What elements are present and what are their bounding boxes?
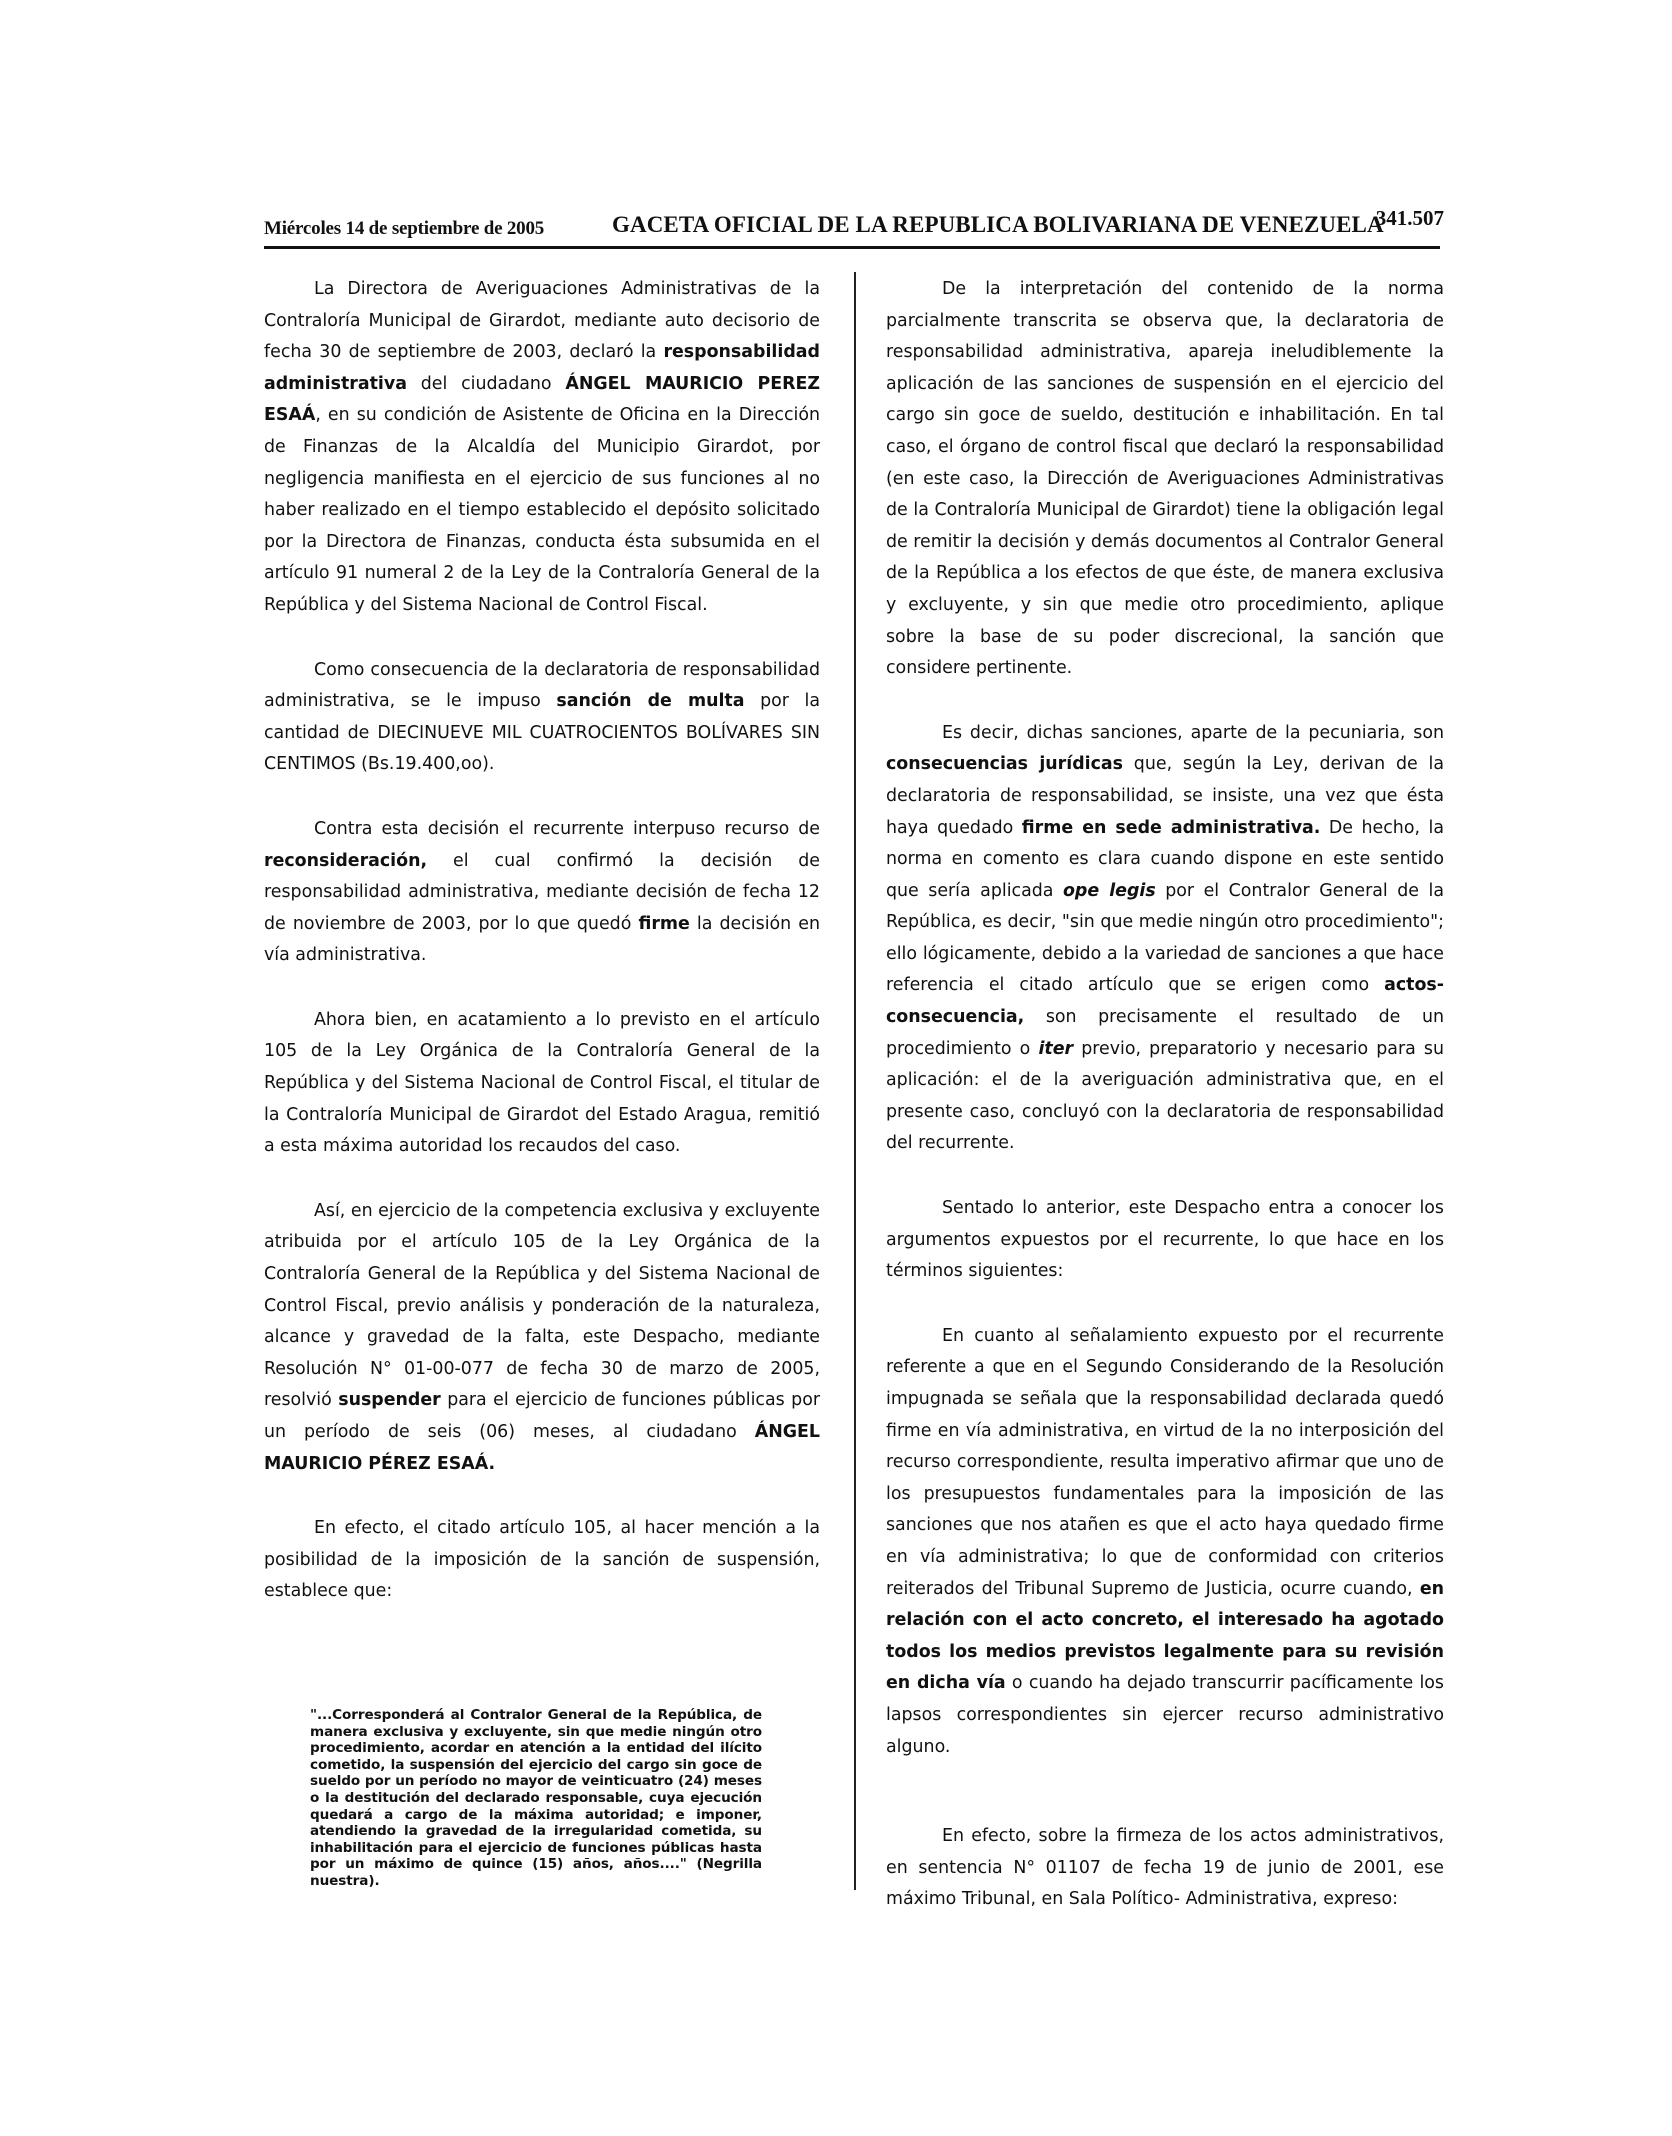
page-number: 341.507 [1375,206,1444,230]
column-divider [854,272,856,1890]
right-paragraph-4: En cuanto al señalamiento expuesto por el recurrente referente a que en el Segundo Considerando de la Resolución impugnada se señala que la responsabilidad declarada quedó firme en vía administrativa, en virtud de la no interposición del recurso correspondiente, resulta imperativo afirmar que uno de los presupuestos fundamentales para la imposición de las sanciones que nos atañen es que el acto haya quedado firme en vía administrativa; lo que de conformidad con criterios reiterados del Tribunal Supremo de Justicia, ocurre cuando, en relación con el acto concreto, el interesado ha agotado todos los medios previstos legalmente para su revisión en dicha vía o cuando ha dejado transcurrir pacíficamente los lapsos correspondientes sin ejercer recurso administrativo alguno. [886,1325,1444,1757]
right-paragraph-1: De la interpretación del contenido de la norma parcialmente transcrita se observa que, la declaratoria de responsabilidad administrativa, apareja ineludiblemente la aplicación de las sanciones de suspensión en el ejercicio del cargo sin goce de sueldo, destitución e inhabilitación. En tal caso, el órgano de control fiscal que declaró la responsabilidad (en este caso, la Dirección de Averiguaciones Administrativas de la Contraloría Municipal de Girardot) tiene la obligación legal de remitir la decisión y demás documentos al Contralor General de la República a los efectos de que éste, de manera exclusiva y excluyente, y sin que medie otro procedimiento, aplique sobre la base de su poder discrecional, la sanción que considere pertinente. [886,279,1444,679]
left-paragraph-2: Como consecuencia de la declaratoria de responsabilidad administrativa, se le impuso sanción de multa por la cantidad de DIECINUEVE MIL CUATROCIENTOS BOLÍVARES SIN CENTIMOS (Bs.19.400,oo). [264,659,821,775]
left-paragraph-4: Ahora bien, en acatamiento a lo previsto en el artículo 105 de la Ley Orgánica de la Contraloría General de la República y del Sistema Nacional de Control Fiscal, el titular de la Contraloría Municipal de Girardot del Estado Aragua, remitió a esta máxima autoridad los recaudos del caso. [264,1009,820,1157]
header-title: GACETA OFICIAL DE LA REPUBLICA BOLIVARIANA DE VENEZUELA [612,212,1384,237]
left-column [264,274,820,1641]
right-paragraph-3: Sentado lo anterior, este Despacho entra a conocer los argumentos expuestos por el recurrente, lo que hace en los términos siguientes: [886,1198,1444,1282]
right-paragraph-2: Es decir, dichas sanciones, aparte de la pecuniaria, son consecuencias jurídicas que, según la Ley, derivan de la declaratoria de responsabilidad, se insiste, una vez que ésta haya quedado firme en sede administrativa. De hecho, la norma en comento es clara cuando dispone en este sentido que sería aplicada ope legis por el Contralor General de la República, es decir, "sin que medie ningún otro procedimiento"; ello lógicamente, debido a la variedad de sanciones a que hace referencia el citado artículo que se erigen como actos-consecuencia, son precisamente el resultado de un procedimiento o iter previo, preparatorio y necesario para su aplicación: el de la averiguación administrativa que, en el presente caso, concluyó con la declaratoria de responsabilidad del recurrente. [886,722,1444,1154]
page-header [264,206,1444,248]
left-paragraph-6: En efecto, el citado artículo 105, al hacer mención a la posibilidad de la imposición de la sanción de suspensión, establece que: [264,1518,820,1602]
left-paragraph-1: La Directora de Averiguaciones Administrativas de la Contraloría Municipal de Girardot, mediante auto decisorio de fecha 30 de septiembre de 2003, declaró la responsabilidad administrativa del ciudadano ÁNGEL MAURICIO PEREZ ESAÁ, en su condición de Asistente de Oficina en la Dirección de Finanzas de la Alcaldía del Municipio Girardot, por negligencia manifiesta en el ejercicio de sus funciones al no haber realizado en el tiempo establecido el depósito solicitado por la Directora de Finanzas, conducta ésta subsumida en el artículo 91 numeral 2 de la Ley de la Contraloría General de la República y del Sistema Nacional de Control Fiscal. [264,279,821,615]
header-rule [264,246,1440,249]
header-date: Miércoles 14 de septiembre de 2005 [264,218,545,239]
legal-quote: "...Corresponderá al Contralor General de la República, de manera exclusiva y excluyente, sin que medie ningún otro procedimiento, acordar en atención a la entidad del ilícito cometido, la suspensión del ejercicio del cargo sin goce de sueldo por un período no mayor de veinticuatro (24) meses o la destitución del declarado responsable, cuya ejecución quedará a cargo de la máxima autoridad; e imponer, atendiendo la gravedad de la irregularidad cometida, su inhabilitación para el ejercicio de funciones públicas hasta por un máximo de quince (15) años, años...." (Negrilla nuestra). [310,1707,762,1889]
left-paragraph-5: Así, en ejercicio de la competencia exclusiva y excluyente atribuida por el artículo 105 de la Ley Orgánica de la Contraloría General de la República y del Sistema Nacional de Control Fiscal, previo análisis y ponderación de la naturaleza, alcance y gravedad de la falta, este Despacho, mediante Resolución N° 01-00-077 de fecha 30 de marzo de 2005, resolvió suspender para el ejercicio de funciones públicas por un período de seis (06) meses, al ciudadano ÁNGEL MAURICIO PÉREZ ESAÁ. [264,1200,820,1474]
right-paragraph-5: En efecto, sobre la firmeza de los actos administrativos, en sentencia N° 01107 de fecha 19 de junio de 2001, ese máximo Tribunal, en Sala Político- Administrativa, expreso: [886,1826,1444,1910]
right-column [886,274,1444,1949]
left-paragraph-3: Contra esta decisión el recurrente interpuso recurso de reconsideración, el cual confirmó la decisión de responsabilidad administrativa, mediante decisión de fecha 12 de noviembre de 2003, por lo que quedó firme la decisión en vía administrativa. [264,818,820,966]
